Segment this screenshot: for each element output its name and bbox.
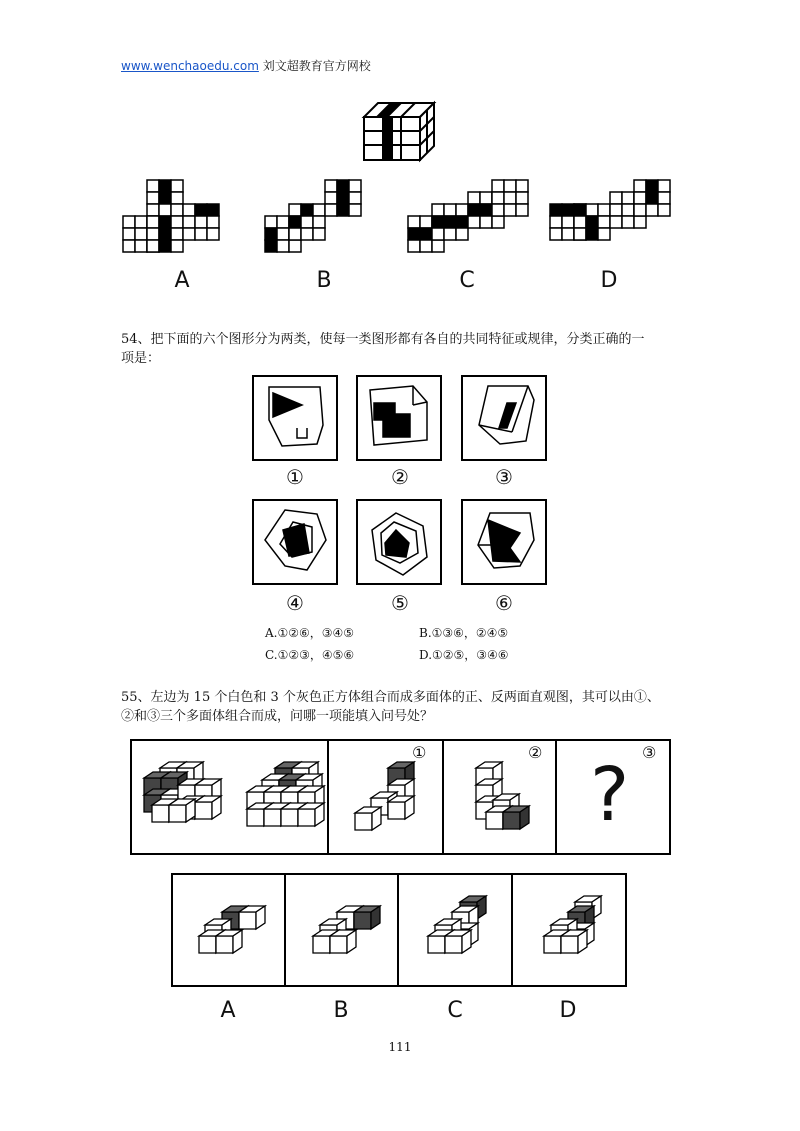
q55-option-d [544,896,601,953]
q54-label-3: ③ [495,465,513,489]
q55-part-label-2: ② [528,743,543,762]
website-link[interactable]: www.wenchaoedu.com [121,59,259,73]
q55-front-view [144,762,221,822]
q54-question-text: 54、把下面的六个图形分为两类，使每一类图形都有各自的共同特征或规律，分类正确的一 项是： [121,332,645,366]
q53-net-c [408,180,528,252]
q55-option-b-label: B [333,998,349,1023]
q54-figure-3 [479,386,534,444]
q53-option-a-label: A [174,268,190,293]
q53-cube [364,103,434,160]
q53-net-d [550,180,670,240]
q54-figure-2 [370,386,427,445]
q53-net-b [265,180,361,252]
q53-option-d-label: D [600,268,618,293]
q54-choice-c[interactable]: C.①②③，④⑤⑥ [265,648,355,662]
page-number: 111 [388,1040,412,1054]
q55-question-text: 55、左边为 15 个白色和 3 个灰色正方体组合而成多面体的正、反两面直观图，其可以由①、 ②和③三个多面体组合而成，问哪一项能填入问号处？ [121,690,660,724]
q54-choice-a[interactable]: A.①②⑥，③④⑤ [265,626,355,640]
q53-net-a [123,180,219,252]
q54-label-2: ② [391,465,409,489]
question-mark: ? [590,752,630,838]
q54-figure-4 [265,510,326,570]
q55-option-d-label: D [559,998,577,1023]
q55-back-view [247,762,324,826]
q54-label-5: ⑤ [391,591,409,615]
q54-figure-6 [478,513,534,568]
q55-part-2 [476,762,529,829]
q55-option-c-label: C [447,998,463,1023]
q54-label-1: ① [286,465,304,489]
organization-name: 刘文超教育官方网校 [262,59,371,73]
q53-figure [0,0,800,300]
q55-part-label-1: ① [412,743,427,762]
q54-label-4: ④ [286,591,304,615]
q54-choice-b[interactable]: B.①③⑥，②④⑤ [419,626,509,640]
q54-figure-1 [269,387,323,446]
q55-part-1 [355,762,414,830]
q55-option-a-label: A [220,998,236,1023]
q55-option-b [313,906,380,953]
q54-label-6: ⑥ [495,591,513,615]
q54-choice-d[interactable]: D.①②⑤，③④⑥ [419,648,509,662]
q54-figure-5 [372,513,427,575]
q55-part-label-3: ③ [642,743,657,762]
q55-option-a [199,906,265,953]
q53-option-c-label: C [459,268,475,293]
q55-option-c [428,896,486,953]
q53-option-b-label: B [316,268,332,293]
